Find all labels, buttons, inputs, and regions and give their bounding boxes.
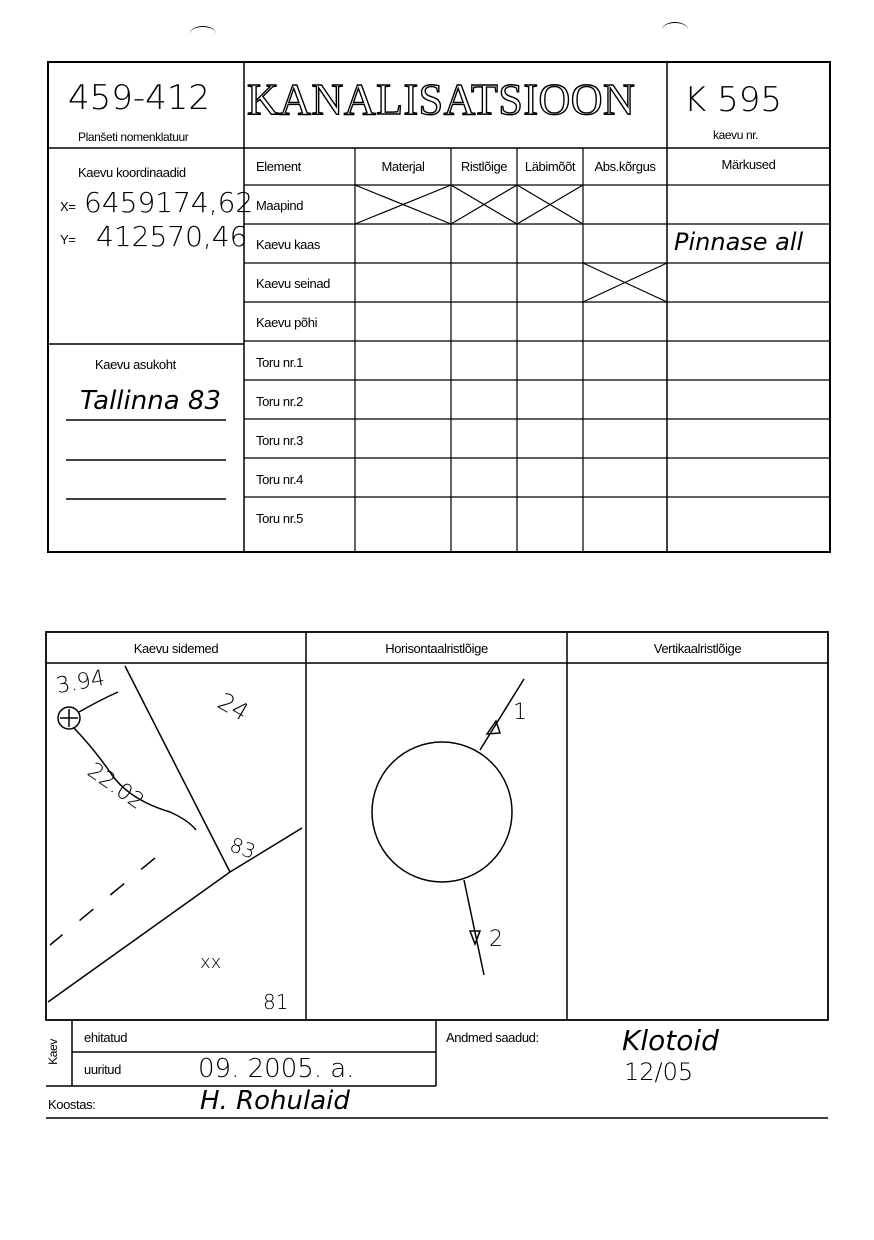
map-sheet-value: 459-412 [68, 78, 211, 118]
kaev-vertical-label: Kaev [45, 1039, 60, 1065]
row-label-kaevu-kaas: Kaevu kaas [256, 237, 320, 252]
vertikaal-header: Vertikaalristlõige [653, 641, 742, 656]
y-coordinate-value: 412570,46 [96, 220, 248, 253]
row-label-maapind: Maapind [256, 198, 304, 213]
koostas-value: H. Rohulaid [200, 1086, 350, 1116]
row-label-toru-1: Toru nr.1 [256, 355, 303, 370]
y-prefix: Y= [60, 232, 76, 247]
col-header-abs-korgus: Abs.kõrgus [594, 159, 656, 174]
col-header-materjal: Materjal [381, 159, 425, 174]
sketch-distance-2: 22.02 [82, 758, 149, 815]
andmed-saadud-value-1: Klotoid [622, 1024, 719, 1057]
sketch-house-83: 83 [226, 832, 259, 864]
sketch-house-81: 81 [263, 990, 289, 1014]
row-label-toru-4: Toru nr.4 [256, 472, 303, 487]
location-label: Kaevu asukoht [95, 357, 176, 372]
x-prefix: X= [60, 199, 76, 214]
row-label-kaevu-seinad: Kaevu seinad [256, 276, 330, 291]
sketch-house-xx: xx [200, 952, 222, 973]
andmed-saadud-value-2: 12/05 [624, 1058, 694, 1086]
uuritud-value: 09. 2005. a. [198, 1054, 355, 1084]
col-header-element: Element [256, 159, 301, 174]
page-title: KANALISATSIOON [247, 75, 636, 124]
row-label-toru-2: Toru nr.2 [256, 394, 303, 409]
horisontaal-header: Horisontaalristlõige [385, 641, 488, 656]
col-header-labimoot: Läbimõõt [524, 159, 576, 174]
koostas-label: Koostas: [48, 1097, 96, 1112]
uuritud-label: uuritud [84, 1062, 121, 1077]
row-label-kaevu-pohi: Kaevu põhi [256, 315, 318, 330]
well-no-value: K 595 [684, 80, 782, 120]
row-label-toru-5: Toru nr.5 [256, 511, 303, 526]
andmed-saadud-label: Andmed saadud: [446, 1030, 539, 1045]
coords-label: Kaevu koordinaadid [78, 165, 186, 180]
col-header-ristloige: Ristlõige [460, 159, 508, 174]
map-sheet-label: Planšeti nomenklatuur [78, 130, 189, 144]
ehitatud-label: ehitatud [84, 1030, 128, 1045]
location-value: Tallinna 83 [80, 386, 221, 416]
pipe-1-label: 1 [513, 700, 527, 725]
pipe-2-label: 2 [489, 927, 503, 952]
sidemed-header: Kaevu sidemed [133, 641, 219, 656]
remark-kaevu-kaas: Pinnase all [674, 228, 804, 256]
col-header-markused: Märkused [721, 157, 776, 172]
sketch-house-24: 24 [213, 687, 254, 727]
x-coordinate-value: 6459174,62 [84, 186, 254, 219]
well-no-label: kaevu nr. [713, 128, 759, 142]
row-label-toru-3: Toru nr.3 [256, 433, 303, 448]
sketch-distance-1: 3.94 [54, 665, 107, 700]
